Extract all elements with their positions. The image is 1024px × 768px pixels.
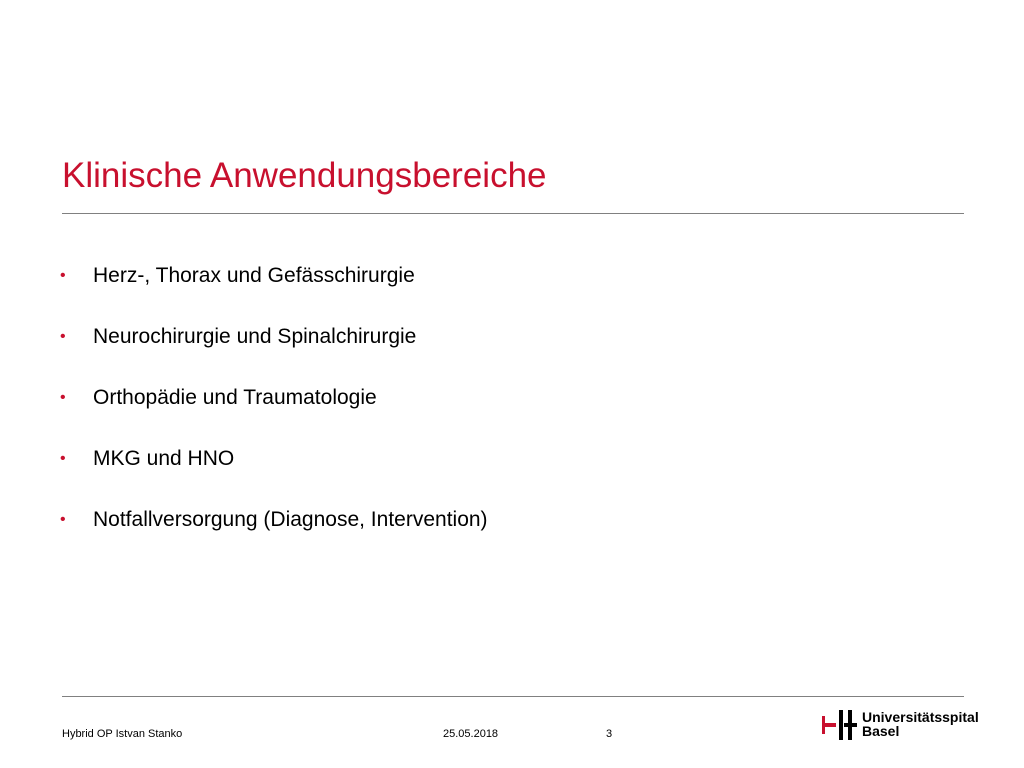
hospital-logo <box>822 708 979 742</box>
footer-presentation-name: Hybrid OP Istvan Stanko <box>62 728 183 740</box>
bullet-icon: • <box>60 389 66 406</box>
footer-date: 25.05.2018 <box>443 728 499 740</box>
logo-text-line2: Basel <box>862 723 900 739</box>
footer-divider <box>62 696 964 697</box>
logo-mark-icon <box>822 708 858 742</box>
bullet-icon: • <box>60 328 66 345</box>
bullet-text: Notfallversorgung (Diagnose, Intervention) <box>93 508 488 531</box>
bullet-text: MKG und HNO <box>93 447 235 470</box>
bullet-icon: • <box>60 267 66 284</box>
title-divider <box>62 213 964 214</box>
bullet-text: Orthopädie und Traumatologie <box>93 386 377 409</box>
slide-title: Klinische Anwendungsbereiche <box>62 156 547 195</box>
logo-text-line1: Universitätsspital <box>862 709 979 725</box>
bullet-text: Neurochirurgie und Spinalchirurgie <box>93 325 417 348</box>
page-number: 3 <box>606 728 613 740</box>
bullet-icon: • <box>60 450 66 467</box>
bullet-text: Herz-, Thorax und Gefässchirurgie <box>93 264 415 287</box>
bullet-icon: • <box>60 511 66 528</box>
